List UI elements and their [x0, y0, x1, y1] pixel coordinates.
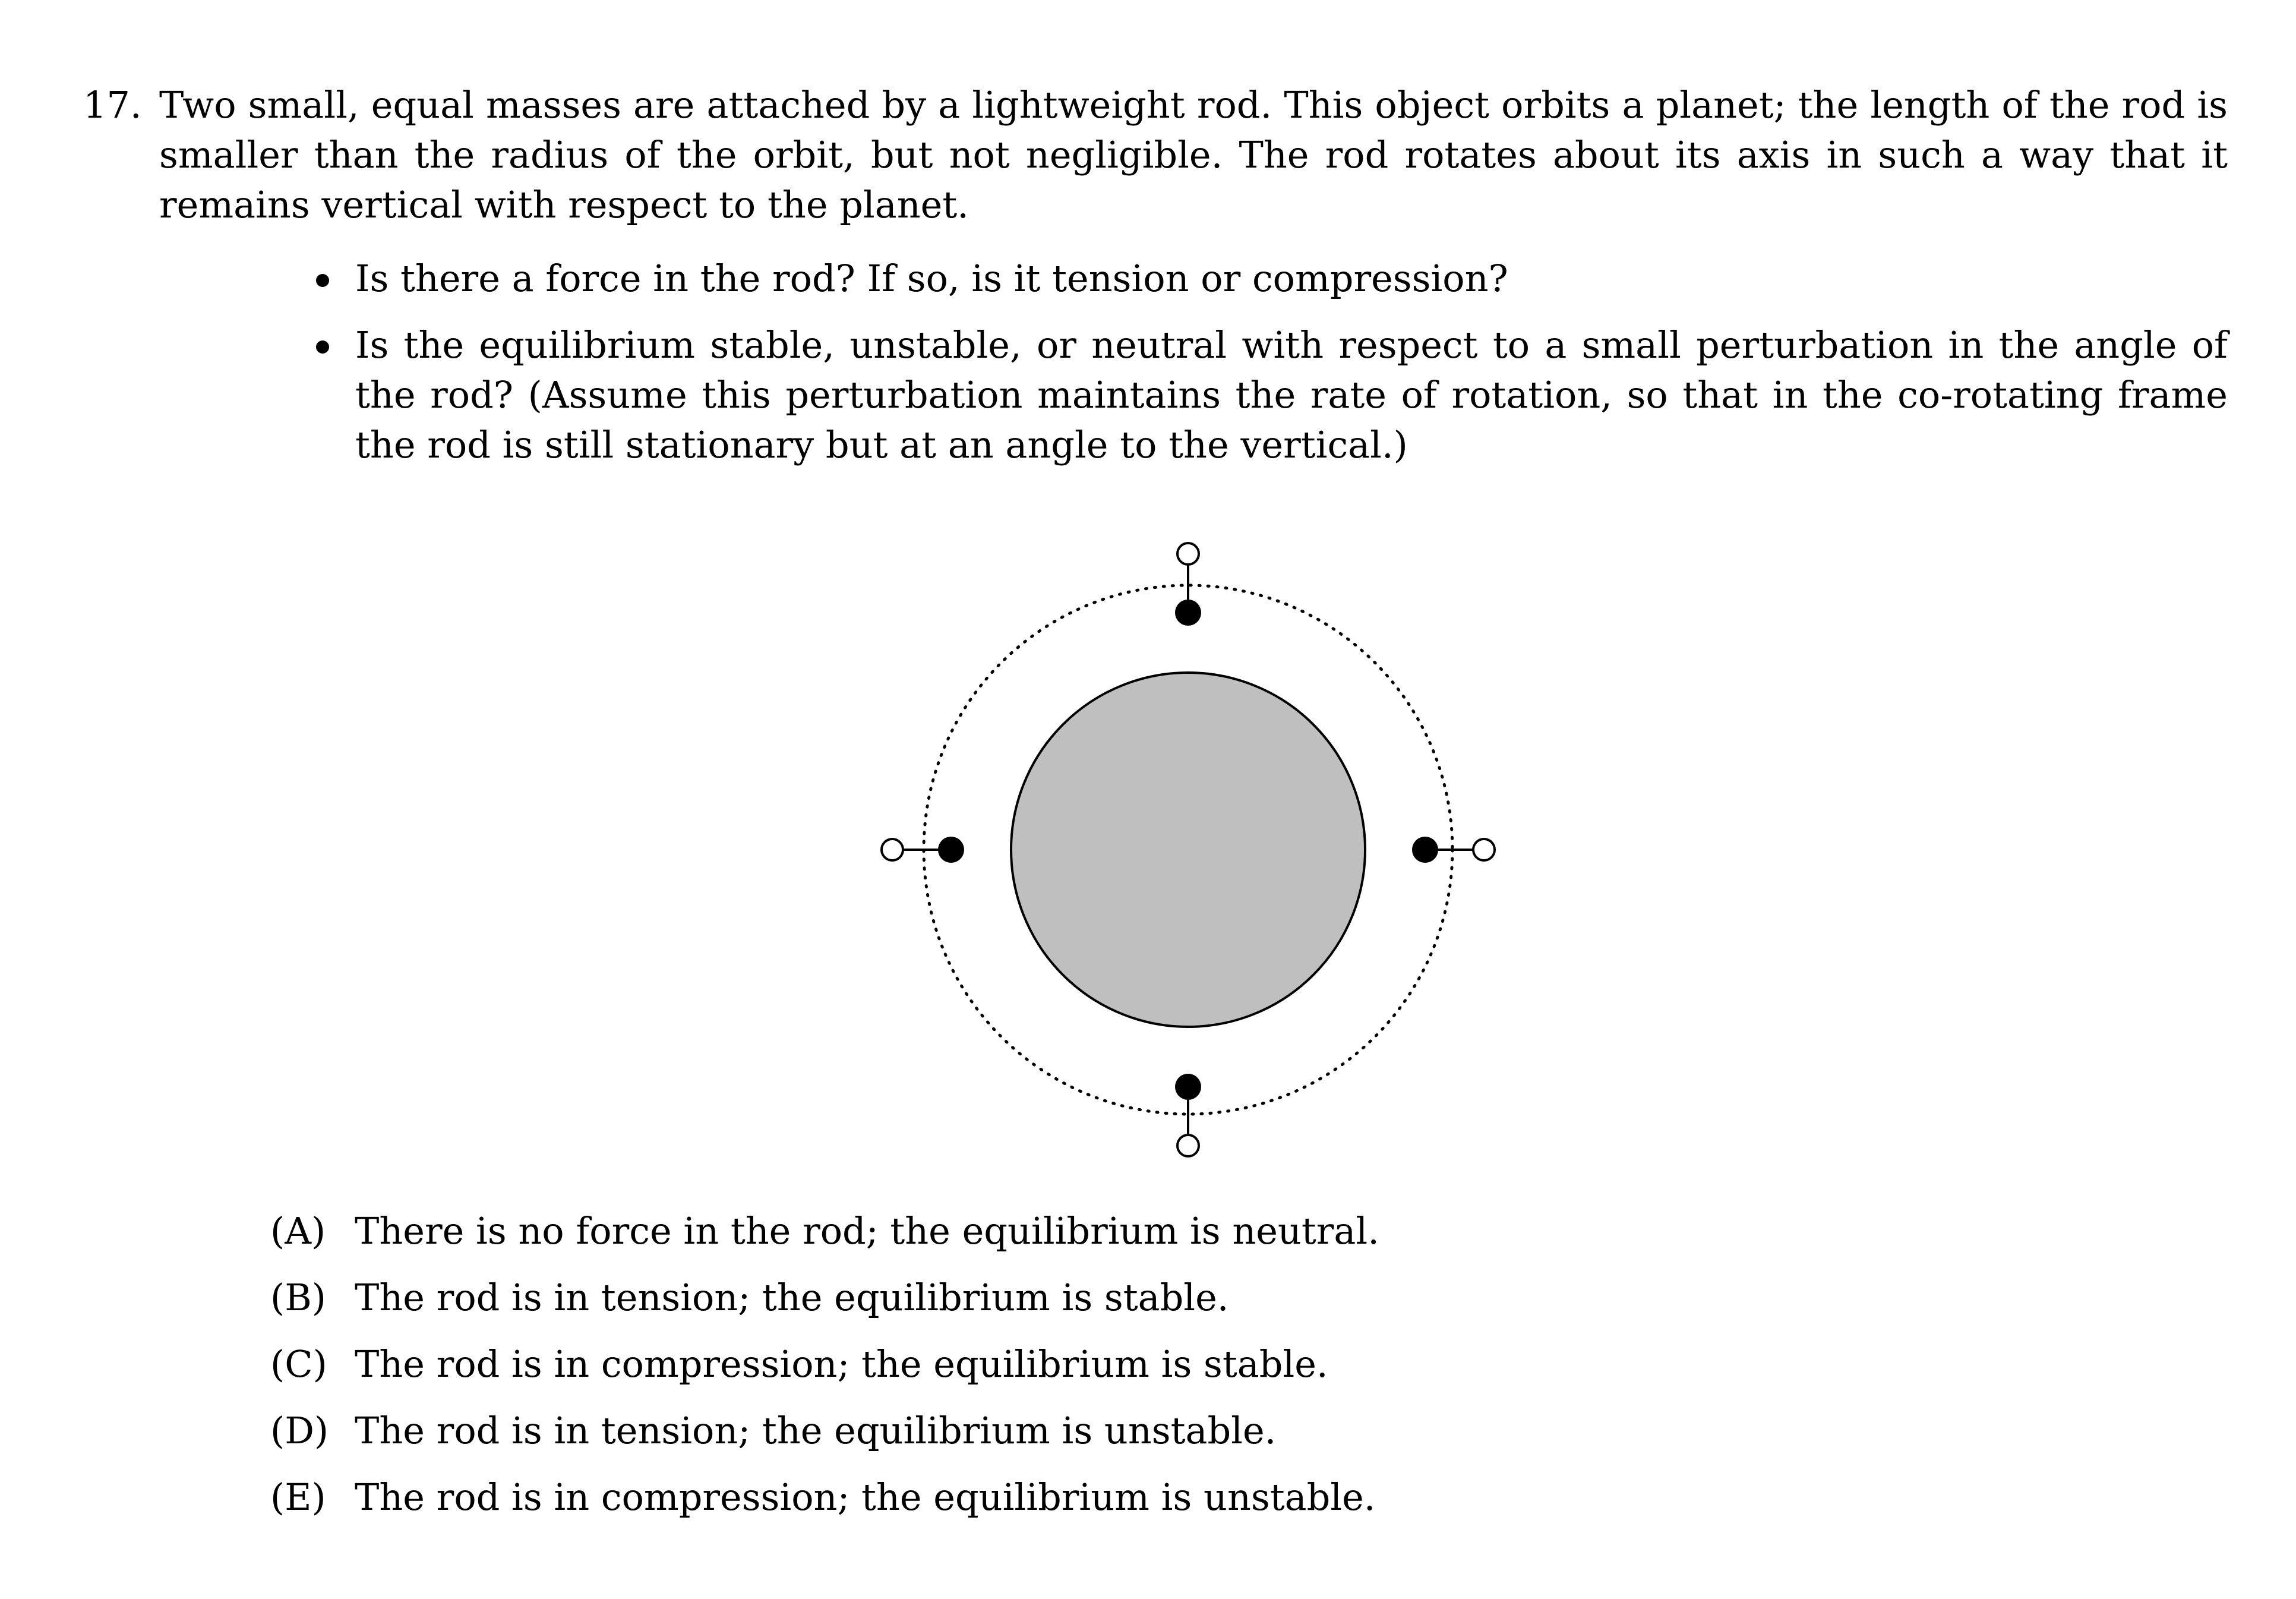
inner-mass: [1175, 600, 1201, 626]
question-stem: Two small, equal masses are attached by a lightweight rod. This object orbits a planet; the length of the rod is smaller than the radius of the orbit, but not negligible. The rod rotates about its axis in such a way that it remains vertical with respect to the planet.: [159, 83, 2228, 226]
inner-mass: [1412, 837, 1438, 863]
option-text: The rod is in tension; the equilibrium is stable.: [355, 1276, 1229, 1319]
option-text: The rod is in tension; the equilibrium is unstable.: [355, 1409, 1277, 1452]
inner-mass: [1175, 1074, 1201, 1100]
option-letter: (B): [270, 1276, 326, 1319]
inner-mass: [938, 837, 964, 863]
outer-mass: [1473, 839, 1495, 860]
option-d[interactable]: [270, 1406, 1379, 1456]
option-a[interactable]: [270, 1206, 1379, 1256]
bullet-text: Is there a force in the rod? If so, is it tension or compression?: [355, 257, 1508, 300]
bullet-item: [355, 320, 2228, 470]
bullet-icon: [316, 274, 329, 287]
bullet-item: [355, 254, 2228, 304]
option-c[interactable]: [270, 1339, 1379, 1389]
orbit-diagram: [873, 535, 1503, 1165]
option-letter: (D): [270, 1409, 329, 1452]
question-bullets: [83, 254, 2228, 470]
option-letter: (E): [270, 1475, 326, 1519]
option-b[interactable]: [270, 1273, 1379, 1323]
question-stem-block: [83, 80, 2228, 230]
option-letter: (C): [270, 1342, 327, 1386]
answer-options: [270, 1206, 1379, 1539]
outer-mass: [1177, 543, 1199, 564]
option-letter: (A): [270, 1209, 326, 1253]
question-number: 17.: [83, 83, 142, 127]
outer-mass: [1177, 1135, 1199, 1156]
option-text: The rod is in compression; the equilibrium is unstable.: [355, 1475, 1376, 1519]
question-block: [83, 80, 2228, 487]
bullet-text: Is the equilibrium stable, unstable, or neutral with respect to a small perturbation in the angle of the rod? (Assume this perturbation maintains the rate of rotation, so that in the co-rotating frame the rod is still stationary but at an angle to the vertical.): [355, 323, 2228, 466]
rod-bottom: [1175, 1074, 1201, 1156]
rod-top: [1175, 543, 1201, 626]
bullet-icon: [316, 340, 329, 354]
planet: [1011, 673, 1365, 1027]
outer-mass: [882, 839, 903, 860]
option-e[interactable]: [270, 1472, 1379, 1522]
option-text: There is no force in the rod; the equilibrium is neutral.: [355, 1209, 1379, 1253]
option-text: The rod is in compression; the equilibrium is stable.: [355, 1342, 1328, 1386]
